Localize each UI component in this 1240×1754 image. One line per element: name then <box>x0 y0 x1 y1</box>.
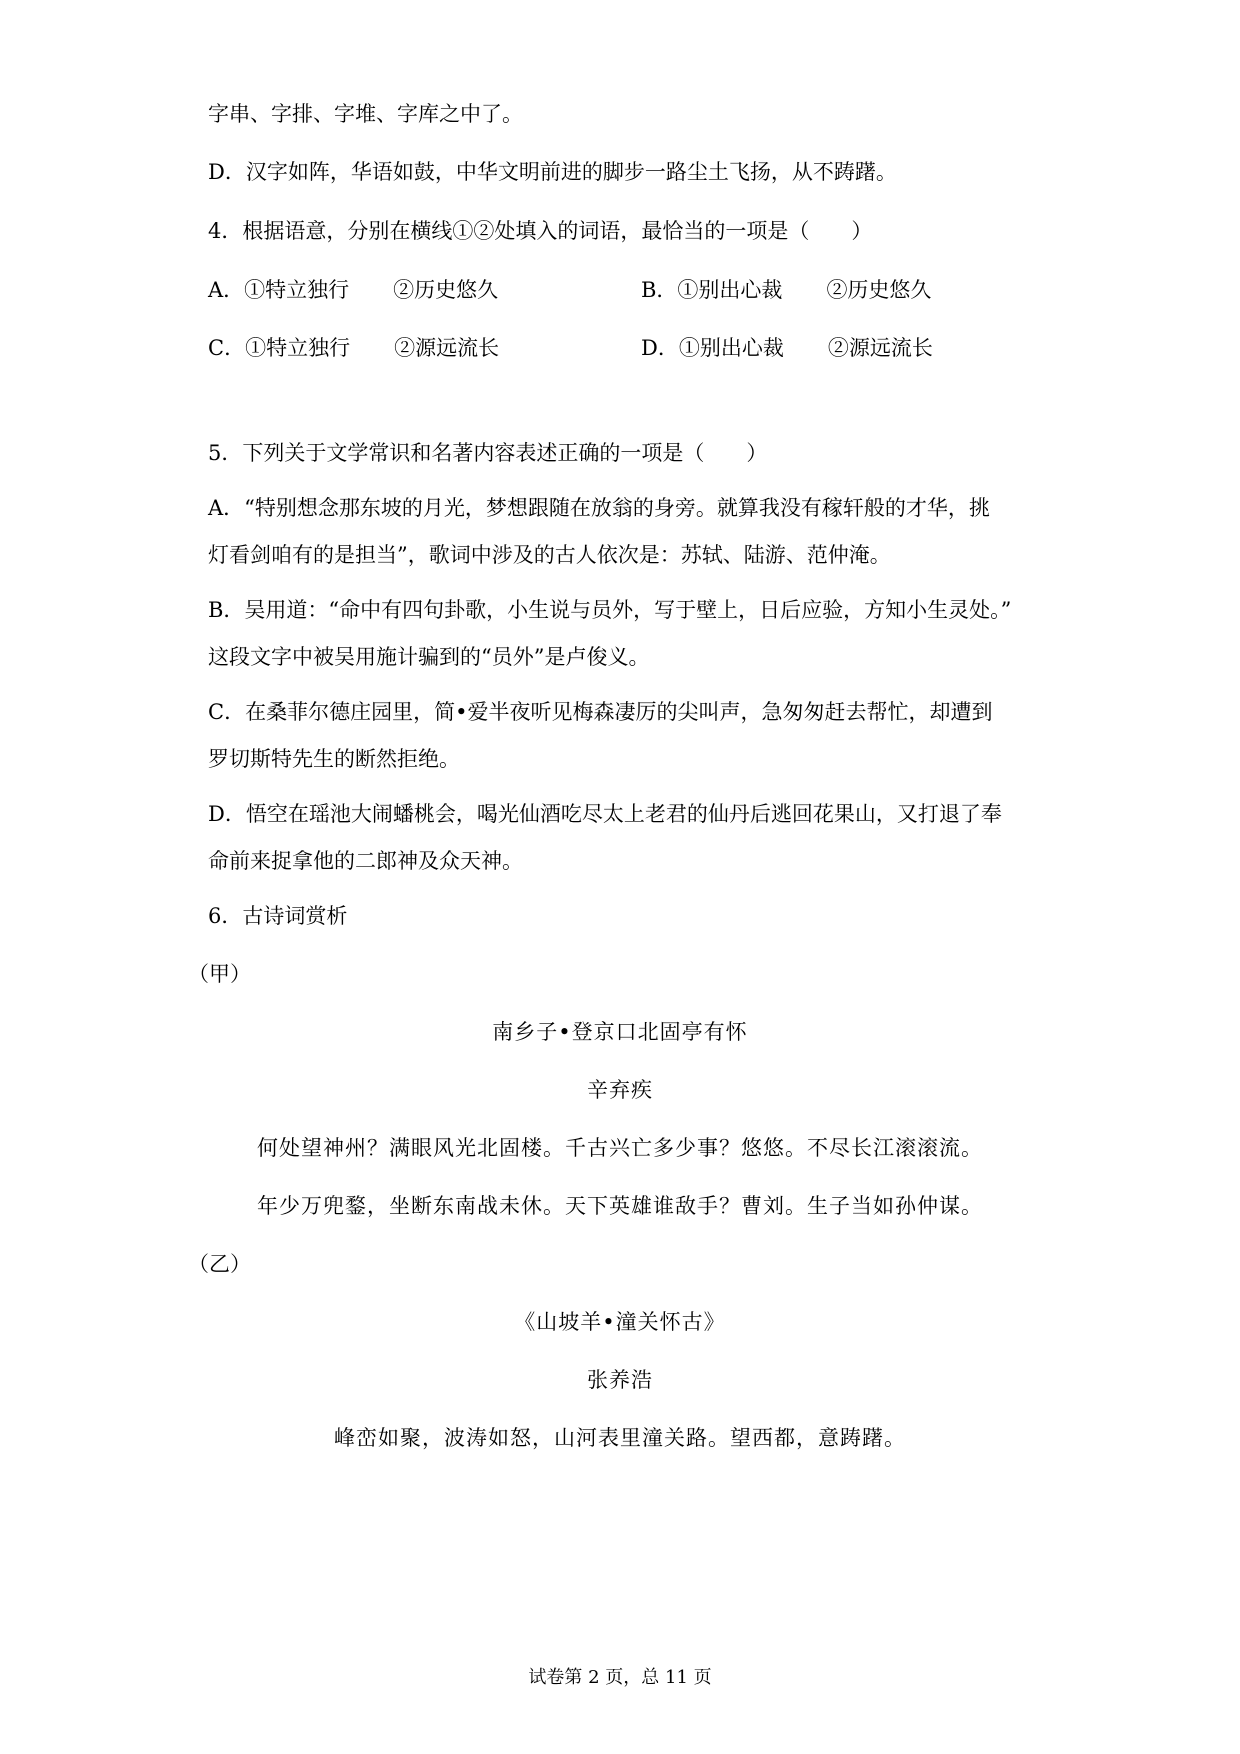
q4-option-c <box>208 334 499 362</box>
q5-option-b-line1: B．吴用道：“命中有四句卦歌，小生说与员外，写于壁上，日后应验，方知小生灵处。” <box>208 598 1012 622</box>
q4-option-b-2: ②历史悠久 <box>826 278 932 302</box>
poem1-line1: 何处望神州？满眼风光北固楼。千古兴亡多少事？悠悠。不尽长江滚滚流。 <box>257 1136 983 1160</box>
poem1-line2: 年少万兜鍪，坐断东南战未休。天下英雄谁敌手？曹刘。生子当如孙仲谋。 <box>257 1194 983 1218</box>
q4-option-a-2: ②历史悠久 <box>393 278 499 302</box>
q5-option-d-line2: 命前来捉拿他的二郎神及众天神。 <box>208 849 523 873</box>
q5-option-c-line1: C．在桑菲尔德庄园里，简•爱半夜听见梅森凄厉的尖叫声，急匆匆赶去帮忙，却遭到 <box>208 700 993 724</box>
poem1-author: 辛弃疾 <box>587 1078 653 1102</box>
text-line: 字串、字排、字堆、字库之中了。 <box>208 102 523 126</box>
section-jia: （甲） <box>188 962 251 986</box>
q4-option-c-1: C．①特立独行 <box>208 336 351 360</box>
option-d: D．汉字如阵，华语如鼓，中华文明前进的脚步一路尘土飞扬，从不踌躇。 <box>208 160 897 184</box>
q4-option-c-2: ②源远流长 <box>394 336 500 360</box>
q4-option-a <box>208 276 498 304</box>
q4-option-a-1: A．①特立独行 <box>208 278 350 302</box>
page-footer: 试卷第 2 页，总 11 页 <box>528 1667 712 1688</box>
poem2-line1: 峰峦如聚，波涛如怒，山河表里潼关路。望西都，意踌躇。 <box>334 1426 906 1450</box>
q4-option-b-1: B．①别出心裁 <box>641 278 783 302</box>
question-6: 6．古诗词赏析 <box>208 904 348 928</box>
q4-option-d <box>641 334 933 362</box>
q5-option-a-line1: A．“特别想念那东坡的月光，梦想跟随在放翁的身旁。就算我没有稼轩般的才华，挑 <box>208 496 990 520</box>
q4-option-b <box>641 276 931 304</box>
question-5: 5．下列关于文学常识和名著内容表述正确的一项是（ ） <box>208 441 768 465</box>
q5-option-c-line2: 罗切斯特先生的断然拒绝。 <box>208 747 460 771</box>
question-4: 4．根据语意，分别在横线①②处填入的词语，最恰当的一项是（ ） <box>208 219 873 243</box>
q4-option-d-1: D．①别出心裁 <box>641 336 784 360</box>
q5-option-d-line1: D．悟空在瑶池大闹蟠桃会，喝光仙酒吃尽太上老君的仙丹后逃回花果山，又打退了奉 <box>208 802 1002 826</box>
poem1-title: 南乡子•登京口北固亭有怀 <box>492 1020 748 1044</box>
q5-option-b-line2: 这段文字中被吴用施计骗到的“员外”是卢俊义。 <box>208 645 650 669</box>
section-yi: （乙） <box>188 1252 251 1276</box>
q5-option-a-line2: 灯看剑咱有的是担当”，歌词中涉及的古人依次是：苏轼、陆游、范仲淹。 <box>208 543 891 567</box>
q4-option-d-2: ②源远流长 <box>827 336 933 360</box>
poem2-title: 《山坡羊•潼关怀古》 <box>514 1310 726 1334</box>
poem2-author: 张养浩 <box>587 1368 653 1392</box>
